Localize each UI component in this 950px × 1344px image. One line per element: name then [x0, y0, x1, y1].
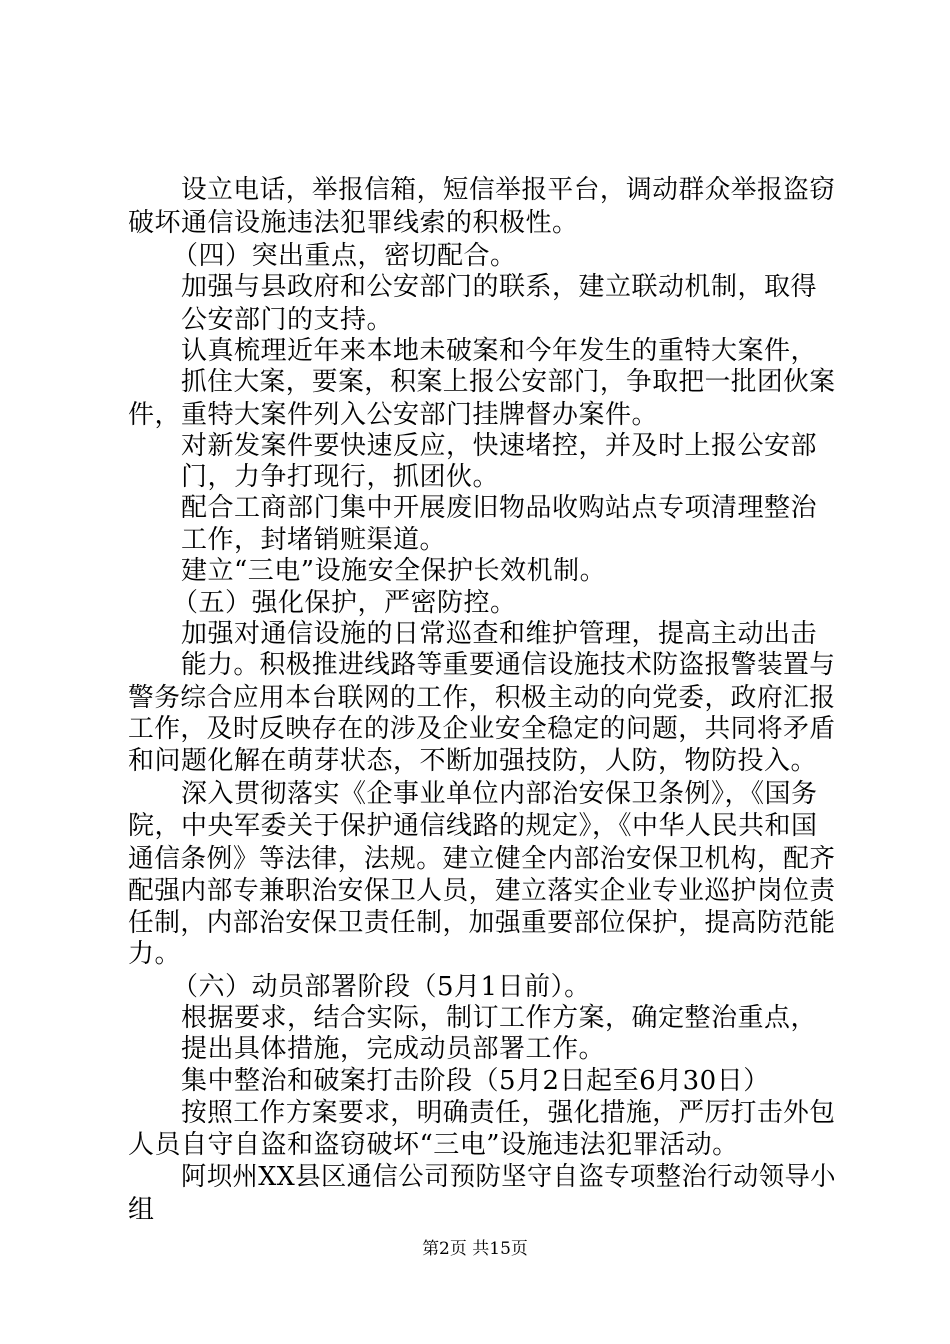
text-line: 和问题化解在萌芽状态，不断加强技防，人防，物防投入。 [128, 746, 818, 776]
text-line: 抓住大案，要案，积案上报公安部门，争取把一批团伙案 [181, 367, 836, 397]
section-heading: （五）强化保护，严密防控。 [172, 588, 517, 618]
text-line: 能力。积极推进线路等重要通信设施技术防盗报警装置与 [181, 650, 836, 680]
section-heading: （六）动员部署阶段（5月1日前）。 [172, 972, 591, 1002]
text-line: 提出具体措施，完成动员部署工作。 [181, 1034, 606, 1064]
text-line: 建立“三电”设施安全保护长效机制。 [181, 556, 607, 586]
text-line: 警务综合应用本台联网的工作，积极主动的向党委，政府汇报 [128, 683, 836, 713]
text-line: 按照工作方案要求，明确责任，强化措施，严厉打击外包 [181, 1098, 836, 1128]
text-line: 通信条例》等法律，法规。建立健全内部治安保卫机构，配齐 [128, 844, 836, 874]
text-line: 配合工商部门集中开展废旧物品收购站点专项清理整治 [181, 493, 818, 523]
text-line: 认真梳理近年来本地未破案和今年发生的重特大案件， [181, 336, 818, 366]
text-line: 配强内部专兼职治安保卫人员，建立落实企业专业巡护岗位责 [128, 876, 836, 906]
text-line: 工作，及时反映存在的涉及企业安全稳定的问题，共同将矛盾 [128, 714, 836, 744]
section-heading: （四）突出重点，密切配合。 [172, 241, 517, 271]
text-line: 组 [128, 1195, 155, 1225]
text-line: 设立电话，举报信箱，短信举报平台，调动群众举报盗窃 [181, 175, 836, 205]
text-line: 根据要求，结合实际，制订工作方案，确定整治重点， [181, 1003, 818, 1033]
text-line: 对新发案件要快速反应，快速堵控，并及时上报公安部 [181, 431, 818, 461]
text-line: 力。 [128, 939, 182, 969]
text-line: 集中整治和破案打击阶段（5月2日起至6月30日） [181, 1066, 770, 1096]
text-line: 院，中央军委关于保护通信线路的规定》，《中华人民共和国 [128, 811, 818, 841]
text-line: 工作，封堵销赃渠道。 [181, 525, 447, 555]
text-line: 公安部门的支持。 [181, 305, 394, 335]
text-line: 任制，内部治安保卫责任制，加强重要部位保护，提高防范能 [128, 908, 836, 938]
text-line: 破坏通信设施违法犯罪线索的积极性。 [128, 208, 579, 238]
text-line: 人员自守自盗和盗窃破坏“三电”设施违法犯罪活动。 [128, 1130, 739, 1160]
page-number-footer: 第2页 共15页 [422, 1239, 528, 1259]
text-line: 阿坝州XX县区通信公司预防坚守自盗专项整治行动领导小 [181, 1162, 837, 1192]
text-line: 深入贯彻落实《企事业单位内部治安保卫条例》，《国务 [181, 779, 818, 809]
text-line: 门，力争打现行，抓团伙。 [181, 462, 500, 492]
text-line: 加强对通信设施的日常巡查和维护管理，提高主动出击 [181, 619, 818, 649]
text-line: 加强与县政府和公安部门的联系，建立联动机制，取得 [181, 272, 818, 302]
text-line: 件，重特大案件列入公安部门挂牌督办案件。 [128, 400, 659, 430]
